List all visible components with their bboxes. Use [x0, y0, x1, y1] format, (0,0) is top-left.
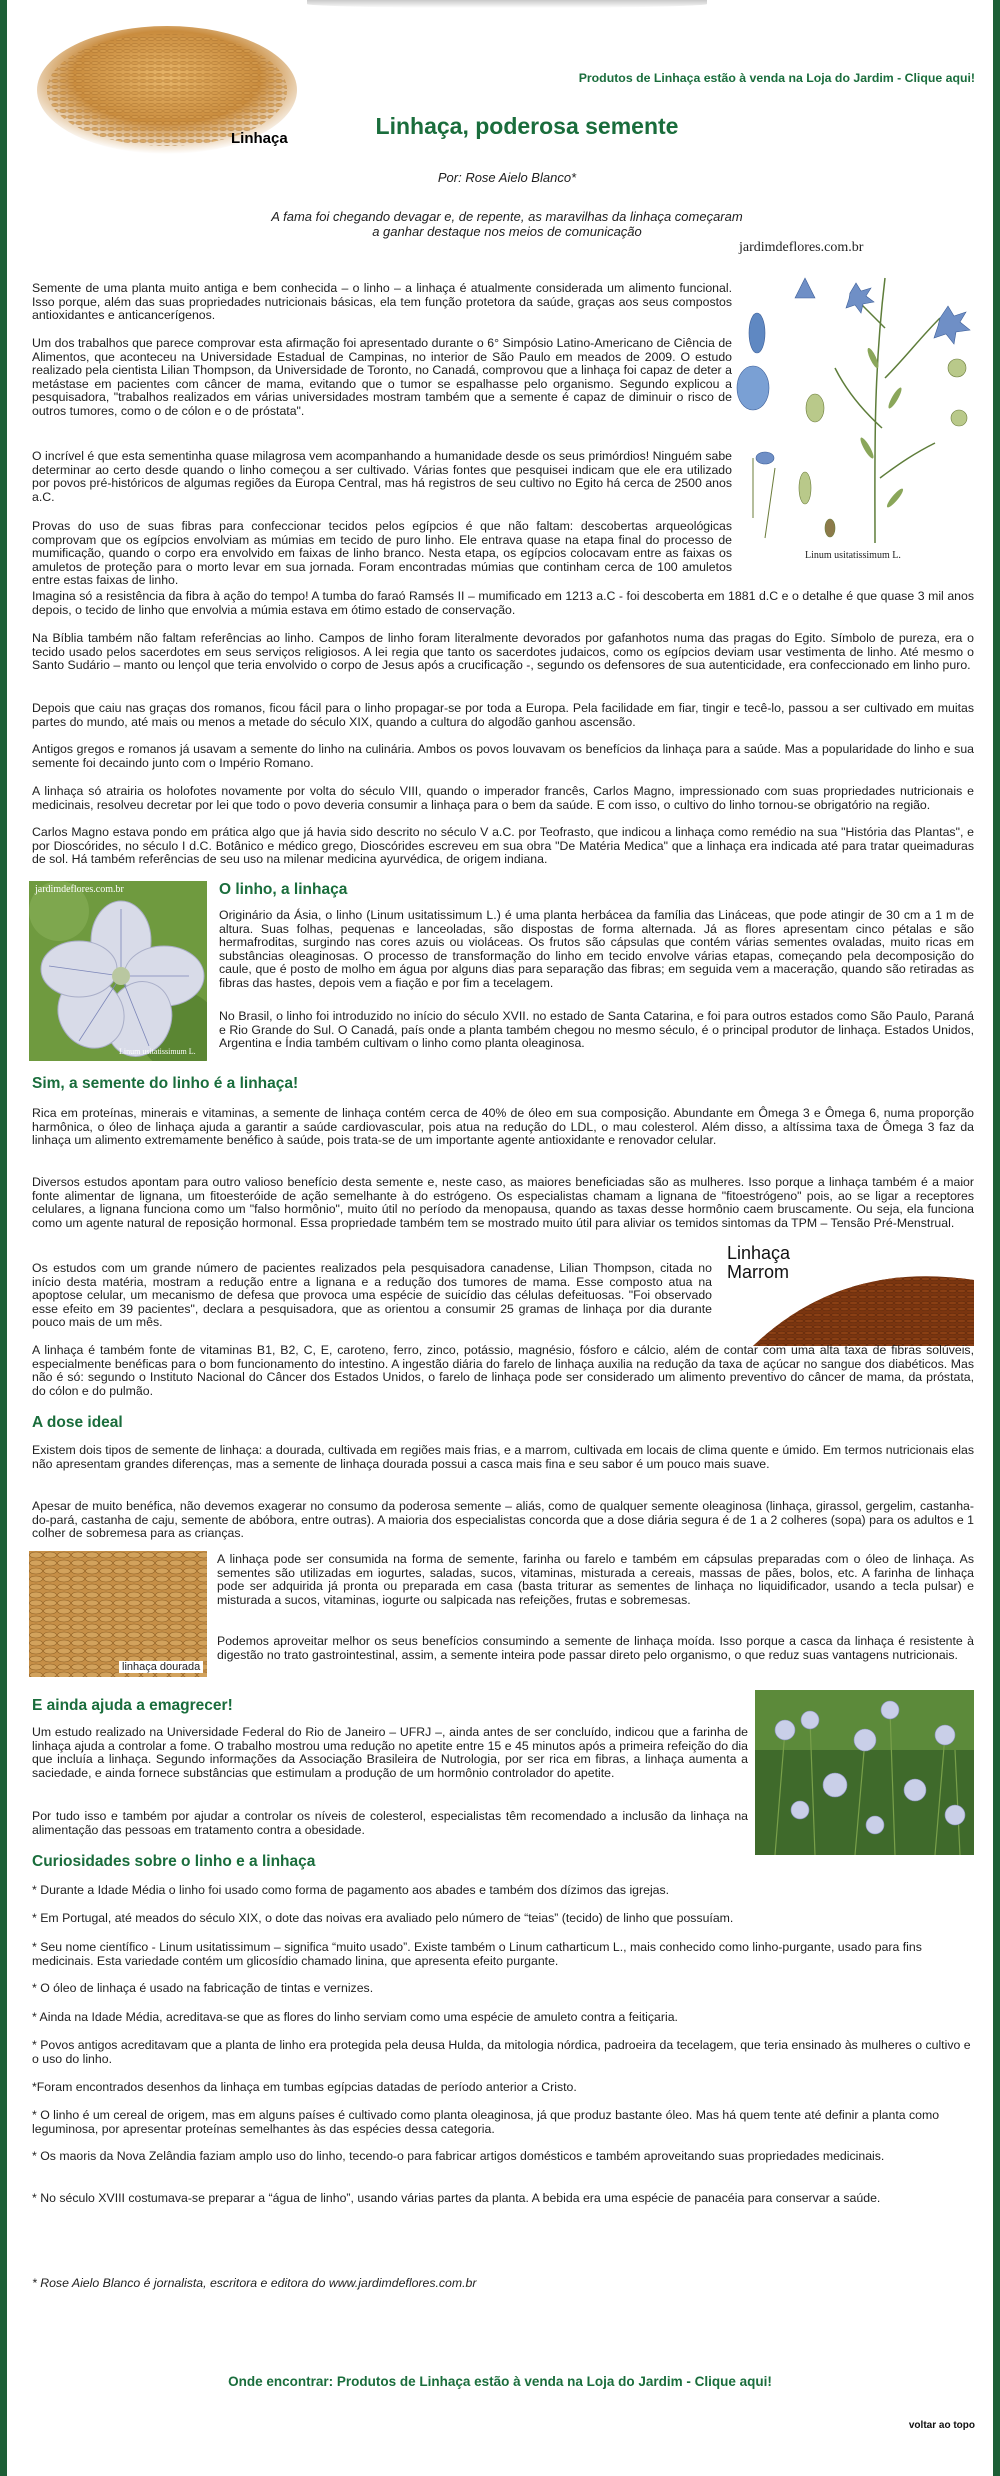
flax-field-photo — [755, 1690, 974, 1855]
intro-paragraph-9: A linhaça só atrairia os holofotes novamente por volta do século VIII, quando o imperador francês, Carlos Magno, impressionado com suas propriedades nutricionais e medicinais, resolveu decretar por lei que todo o povo deveria consumir a linhaça para o bem da saúde. E com isso, o cultivo do linho tornou-se obrigatório na região. — [32, 784, 974, 812]
store-link-bottom[interactable]: Onde encontrar: Produtos de Linhaça estão à venda na Loja do Jardim - Clique aqui! — [228, 2374, 772, 2389]
marrom-label-line-2: Marrom — [727, 1262, 789, 1282]
sim-paragraph-2: Diversos estudos apontam para outro valioso benefício desta semente e, neste caso, as maiores beneficiadas são as mulheres. Isso porque a linhaça também é a maior fonte alimentar de lignana, um fitoesteróide de ação semelhante à do estrógeno. Os especialistas chamam a lignana de "fitoestrógeno" pois, ao se ligar a receptores celulares, a lignana funciona como um "falso hormônio", muito útil no período da menopausa, quando as taxas desse hormônio caem bruscamente. Ou seja, ela funciona como um agente natural de reposição hormonal. Essa propriedade também tem se mostrado muito útil para aliviar os temidos sintomas da TPM – Tensão Pré-Menstrual. — [32, 1175, 974, 1230]
curiosity-item: * Os maoris da Nova Zelândia faziam amplo uso do linho, tecendo-o para fabricar artigos domésticos e também aproveitando suas propriedades medicinais. — [32, 2149, 885, 2163]
intro-paragraph-1: Semente de uma planta muito antiga e bem conhecida – o linho – a linhaça é atualmente considerada um alimento funcional. Isso porque, além das suas propriedades nutricionais básicas, ela tem função protetora da saúde, graças aos seus compostos antioxidantes e anticancerígenos. — [32, 281, 732, 322]
linho-paragraph-2: No Brasil, o linho foi introduzido no início do século XVII. no estado de Santa Catarina, e foi para outros estados como São Paulo, Paraná e Rio Grande do Sul. O Canadá, país onde a planta também chegou no mesmo século, é o principal produtor de linhaça. Estados Unidos, Argentina e Índia também cultivam o linho como planta oleaginosa. — [219, 1009, 974, 1050]
flower-watermark: jardimdeflores.com.br — [35, 884, 124, 895]
curiosity-item: * Ainda na Idade Média, acreditava-se que as flores do linho serviam como uma espécie de amuleto contra a feitiçaria. — [32, 2010, 678, 2024]
intro-paragraph-8: Antigos gregos e romanos já usavam a semente do linho na culinária. Ambos os povos louvavam os benefícios da linhaça para a saúde. Mas a popularidade do linho e sua semente foi decaindo junto com o Império Romano. — [32, 742, 974, 770]
botanical-illustration — [735, 240, 975, 562]
lead-line-2: a ganhar destaque nos meios de comunicação — [372, 224, 642, 239]
flax-flower-photo — [29, 881, 207, 1061]
sim-paragraph-3: Os estudos com um grande número de pacientes realizados pela pesquisadora canadense, Lilian Thompson, citada no início desta matéria, mostram a redução entre a lignana e a redução dos tumores de mama. Esse composto atua na apoptose celular, um mecanismo de defesa que provoca uma espécie de suicídio das células defeituosas. "Foi observado esse efeito em 39 pacientes", declara a pesquisadora, que as orientou a consumir 25 gramas de linhaça por dia durante pouco mais de um mês. — [32, 1261, 712, 1329]
lead-text — [207, 209, 807, 239]
section-heading-emagrecer: E ainda ajuda a emagrecer! — [32, 1697, 233, 1714]
curiosity-item: * O óleo de linhaça é usado na fabricação de tintas e vernizes. — [32, 1981, 374, 1995]
intro-paragraph-5: Imagina só a resistência da fibra à ação do tempo! A tumba do faraó Ramsés II – mumificado em 1213 a.C - foi descoberta em 1881 d.C e o detalhe é que quase 3 mil anos depois, o tecido de linho que envolvia a múmia estava em ótimo estado de conservação. — [32, 589, 974, 617]
flaxseed-hero-image — [35, 18, 299, 156]
hero-image-label: Linhaça — [231, 130, 288, 147]
flax-field-drawing — [755, 1690, 974, 1855]
intro-paragraph-10: Carlos Magno estava pondo em prática algo que já havia sido descrito no século V a.C. por Teofrasto, que indicou a linhaça como remédio na sua "História das Plantas", e por Dioscórides, no século I d.C. Botânico e médico grego, Dioscórides escreveu em sua obra "De Matéria Medica" que a linhaça era indicada até para tratar queimaduras de sol. Há também referências de seu uso na milenar medicina ayurvédica, de origem indiana. — [32, 825, 974, 866]
back-to-top-link[interactable]: voltar ao topo — [908, 2420, 975, 2431]
linhaca-marrom-photo — [723, 1240, 974, 1346]
dourada-caption: linhaça dourada — [119, 1661, 203, 1673]
intro-paragraph-7: Depois que caiu nas graças dos romanos, ficou fácil para o linho propagar-se por toda a Europa. Pela facilidade em fiar, tingir e tecê-lo, passou a ser cultivado em muitas partes do mundo, até mais ou menos a metade do século XIX, quando a cultura do algodão ganhou ascensão. — [32, 701, 974, 729]
marrom-label-line-1: Linhaça — [727, 1243, 791, 1263]
dose-paragraph-1: Existem dois tipos de semente de linhaça: a dourada, cultivada em regiões mais frias, e a marrom, cultivada em locais de clima quente e úmido. Em termos nutricionais elas não apresentam grandes diferenças, mas a semente de linhaça dourada possui a casca mais fina e seu sabor é um pouco mais suave. — [32, 1443, 974, 1471]
botanical-caption: Linum usitatissimum L. — [805, 550, 901, 561]
section-heading-curiosidades: Curiosidades sobre o linho e a linhaça — [32, 1853, 316, 1870]
curiosity-item: * Seu nome científico - Linum usitatissimum – significa “muito usado”. Existe também o Linum catharticum L., mais conhecido como linho-purgante, usado para fins medicinais. Esta variedade contém um glicosídio chamado linina, que apresenta efeito purgante. — [32, 1940, 922, 1968]
emagrecer-paragraph-1: Um estudo realizado na Universidade Federal do Rio de Janeiro – UFRJ –, ainda antes de ser concluído, indicou que a farinha de linhaça ajuda a controlar a fome. O trabalho mostrou uma redução no apetite entre 15 e 45 minutos após a primeira refeição do dia que incluía a linhaça. Segundo informações da Associação Brasileira de Nutrologia, por ser rica em fibras, a linhaça aumenta a saciedade, e ainda fornece substâncias que estimulam a produção de um hormônio controlador do apetite. — [32, 1725, 748, 1780]
section-heading-sim: Sim, a semente do linho é a linhaça! — [32, 1075, 299, 1092]
intro-paragraph-4: Provas do uso de suas fibras para confeccionar tecidos pelos egípcios é que não faltam: descobertas arqueológicas comprovam que os egípcios envolviam as múmias em tecido de puro linho. Ele entrava quase na etapa final do processo de mumificação, quando o corpo era envolvido em faixas de linho branco. Nesta etapa, os egípcios colocavam entre as faixas os amuletos de proteção para o morto levar em sua jornada. Foram encontradas múmias que continham cerca de 100 amuletos entre estas faixas de linho. — [32, 519, 732, 587]
curiosity-item: * No século XVIII costumava-se preparar a “água de linho”, usando várias partes da planta. A bebida era uma espécie de panacéia para conservar a saúde. — [32, 2191, 881, 2205]
top-shadow-decoration — [307, 0, 707, 8]
curiosity-item: * Em Portugal, até meados do século XIX, o dote das noivas era avaliado pelo número de “teias” (tecido) de linho que possuíam. — [32, 1911, 734, 1925]
author-note: * Rose Aielo Blanco é jornalista, escritora e editora do www.jardimdeflores.com.br — [32, 2276, 477, 2290]
curiosity-item: * Durante a Idade Média o linho foi usado como forma de pagamento aos abades e também dos dízimos das igrejas. — [32, 1883, 670, 1897]
flower-caption: Linum usitatissimum L. — [119, 1047, 196, 1056]
store-link-top[interactable]: Produtos de Linhaça estão à venda na Loja do Jardim - Clique aqui! — [578, 71, 975, 85]
curiosity-item: *Foram encontrados desenhos da linhaça em tumbas egípcias datadas de período anterior a Cristo. — [32, 2080, 577, 2094]
page-title: Linhaça, poderosa semente — [375, 113, 679, 139]
linho-paragraph-1: Originário da Ásia, o linho (Linum usitatissimum L.) é uma planta herbácea da família das Lináceas, que pode atingir de 30 cm a 1 m de altura. Suas folhas, pequenas e lanceoladas, são dispostas de forma alternada. Já as flores apresentam cinco pétalas e são hermafroditas, surgindo nas cores azuis ou violáceas. Os frutos são cápsulas que contém várias sementes ovaladas, muito ricas em substâncias oleaginosas. O processo de transformação do linho em tecido envolve várias etapas, começando pela decomposição do caule, que é posto de molho em água por alguns dias para separação das fibras; em seguida vem a maceração, quando são retiradas as fibras das hastes, depois vem a fiação e por fim a tecelagem. — [219, 908, 974, 990]
flax-flower-drawing — [29, 881, 207, 1061]
lead-line-1: A fama foi chegando devagar e, de repente, as maravilhas da linhaça começaram — [271, 209, 743, 224]
emagrecer-paragraph-2: Por tudo isso e também por ajudar a controlar os níveis de colesterol, especialistas têm recomendado a inclusão da linhaça na alimentação das pessoas em tratamento contra a obesidade. — [32, 1809, 748, 1837]
sim-paragraph-1: Rica em proteínas, minerais e vitaminas, a semente de linhaça contém cerca de 40% de óleo em sua composição. Abundante em Ômega 3 e Ômega 6, numa proporção harmônica, o óleo de linhaça ajuda a garantir a saúde cardiovascular, pois atua na redução do LDL, o mau colesterol. Além disso, a altíssima taxa de Ômega 3 faz da linhaça um alimento extremamente benéfico à saúde, pois trata-se de um importante agente antioxidante e renovador celular. — [32, 1106, 974, 1147]
flax-plant-drawing — [735, 258, 975, 548]
intro-paragraph-2: Um dos trabalhos que parece comprovar esta afirmação foi apresentado durante o 6° Simpósio Latino-Americano de Ciência de Alimentos, que aconteceu na Universidade Estadual de Campinas, no interior de São Paulo em meados de 2009. O estudo realizado pela cientista Lilian Thompson, da Universidade de Toronto, no Canadá, comprovou que a linhaça foi capaz de deter a metástase em pacientes com câncer de mama, evitando que o tumor se espalhasse pelo organismo. Segundo explicou a pesquisadora, "trabalhos realizados em várias universidades mostram também que a semente é capaz de diminuir o risco de outros tumores, como o de cólon e o de próstata". — [32, 336, 732, 418]
linhaca-dourada-photo — [29, 1551, 207, 1677]
section-heading-linho: O linho, a linhaça — [219, 881, 348, 898]
dose-paragraph-2: Apesar de muito benéfica, não devemos exagerar no consumo da poderosa semente – aliás, como de qualquer semente oleaginosa (linhaça, girassol, gergelim, castanha-do-pará, castanha de caju, semente de abóbora, entre outras). A maioria dos especialistas concorda que a dose diária segura é de 1 a 2 colheres (sopa) para os adultos e 1 colher de sobremesa para as crianças. — [32, 1499, 974, 1540]
intro-paragraph-6: Na Bíblia também não faltam referências ao linho. Campos de linho foram literalmente devorados por gafanhotos numa das pragas do Egito. Símbolo de pureza, era o tecido usado pelos sacerdotes em seus serviços religiosos. A lei regia que tanto os sacerdotes judaicos, como os egípcios deviam usar vestimenta de linho. Até mesmo o Santo Sudário – manto ou lençol que teria envolvido o corpo de Jesus após a crucificação -, segundo os defensores de sua autenticidade, era confeccionado em linho puro. — [32, 631, 974, 672]
curiosity-item: * O linho é um cereal de origem, mas em alguns países é cultivado como planta oleaginosa, já que produz bastante óleo. Mas há quem tente até definir a planta como leguminosa, por apresentar proteínas semelhantes às das espécies dessa categoria. — [32, 2108, 940, 2136]
dose-paragraph-3: A linhaça pode ser consumida na forma de semente, farinha ou farelo e também em cápsulas preparadas com o óleo de linhaça. As sementes são utilizadas em iogurtes, saladas, sucos, vitaminas, misturada a cereais, massas de pães, bolos, etc. A farinha de linhaça pode ser adquirida já pronta ou preparada em casa (basta triturar as sementes de linhaça no liquidificador, usando a tecla pulsar) e misturada a sucos, vitaminas, iogurte ou salpicada nas refeições, frutas e sobremesas. — [217, 1552, 974, 1607]
intro-paragraph-3: O incrível é que esta sementinha quase milagrosa vem acompanhando a humanidade desde os seus primórdios! Ninguém sabe determinar ao certo desde quando o linho começou a ser cultivado. Várias fontes que pesquisei indicam que ele era utilizado por povos pré-históricos de algumas regiões da Europa Central, mas há registros de seu cultivo no Egito há cerca de 2500 anos a.C. — [32, 449, 732, 504]
section-heading-dose: A dose ideal — [32, 1414, 123, 1431]
marrom-label — [727, 1244, 790, 1282]
curiosity-item: * Povos antigos acreditavam que a planta de linho era protegida pela deusa Hulda, da mitologia nórdica, padroeira da tecelagem, que teria ensinado às mulheres o cultivo e o uso do linho. — [32, 2038, 971, 2066]
botanical-watermark: jardimdeflores.com.br — [739, 240, 864, 255]
golden-flaxseed-drawing — [29, 1551, 207, 1677]
dose-paragraph-4: Podemos aproveitar melhor os seus benefícios consumindo a semente de linhaça moída. Isso porque a casca da linhaça é resistente à digestão no trato gastrointestinal, assim, a semente inteira pode passar direto pelo organismo, o que reduz suas vantagens nutricionais. — [217, 1634, 974, 1662]
byline: Por: Rose Aielo Blanco* — [437, 170, 577, 185]
sim-paragraph-4: A linhaça é também fonte de vitaminas B1, B2, C, E, caroteno, ferro, zinco, potássio, magnésio, fósforo e cálcio, além de contar com uma alta taxa de fibras solúveis, especialmente benéficas para o bom funcionamento do intestino. A ingestão diária do farelo de linhaça auxilia na redução da taxa de açúcar no sangue dos diabéticos. Mas não é só: segundo o Instituto Nacional do Câncer dos Estados Unidos, o farelo de linhaça pode ser considerado um alimento preventivo do câncer de mama, da próstata, do cólon e do pulmão. — [32, 1343, 974, 1398]
